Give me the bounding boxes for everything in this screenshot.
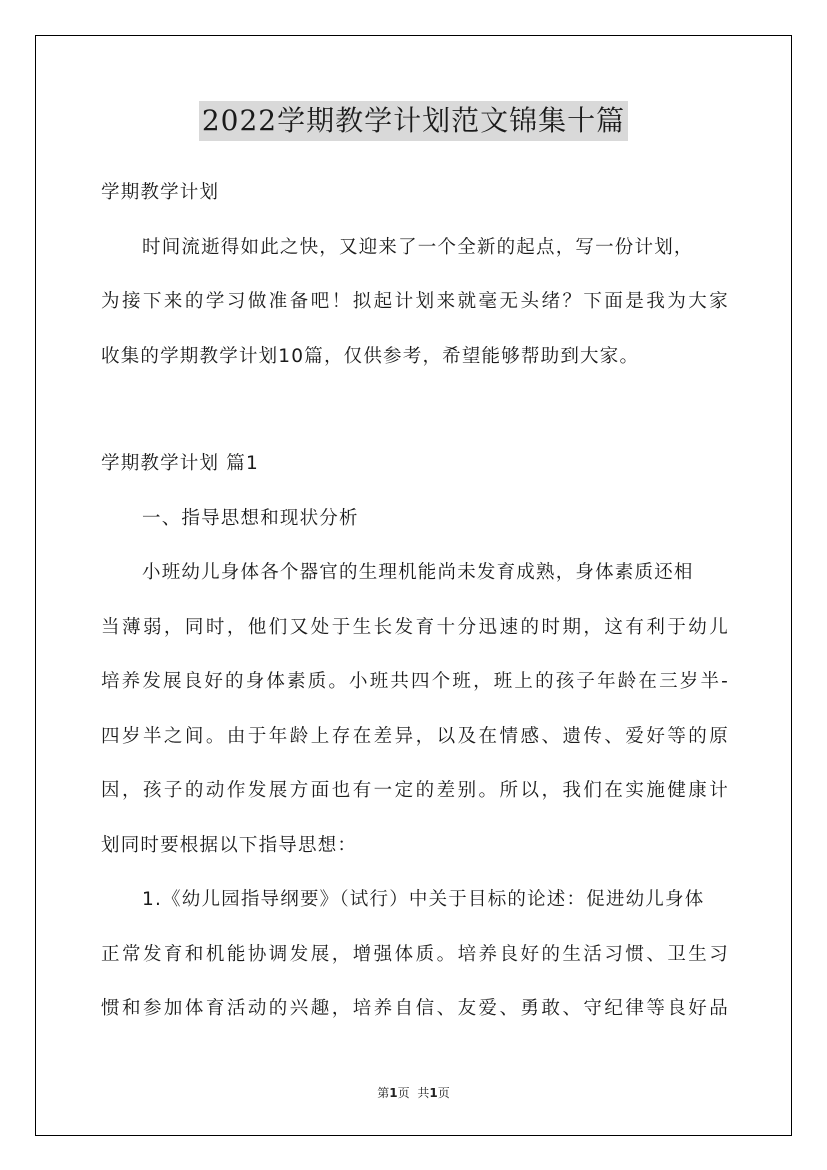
intro-line-1: 时间流逝得如此之快，又迎来了一个全新的起点，写一份计划，: [142, 236, 694, 258]
para1-line-2: 当薄弱，同时，他们又处于生长发育十分迅速的时期，这有利于幼儿: [101, 616, 729, 638]
document-title: 2022学期教学计划范文锦集十篇: [199, 101, 628, 141]
intro-heading: 学期教学计划: [101, 182, 220, 203]
footer-total-prefix: 共: [417, 1086, 430, 1100]
para1-line-4: 四岁半之间。由于年龄上存在差异，以及在情感、遗传、爱好等的原: [101, 725, 729, 747]
para1-line-1: 小班幼儿身体各个器官的生理机能尚未发育成熟，身体素质还相: [142, 562, 694, 583]
footer-page-prefix: 第: [377, 1086, 390, 1100]
para2-line-3: 惯和参加体育活动的兴趣，培养自信、友爱、勇敢、守纪律等良好品: [101, 998, 729, 1019]
section1-subheading: 一、指导思想和现状分析: [142, 507, 359, 529]
para1-line-3: 培养发展良好的身体素质。小班共四个班，班上的孩子年龄在三岁半-: [101, 671, 729, 692]
footer-total-suffix: 页: [437, 1086, 450, 1100]
para2-line-2: 正常发育和机能协调发展，增强体质。培养良好的生活习惯、卫生习: [101, 943, 729, 965]
title-wrap: [0, 101, 827, 141]
footer-page-suffix: 页: [397, 1086, 410, 1100]
footer-total-number: 1: [429, 1086, 438, 1100]
para2-line-1: 1.《幼儿园指导纲要》（试行）中关于目标的论述：促进幼儿身体: [142, 889, 705, 910]
para1-line-5: 因，孩子的动作发展方面也有一定的差别。所以，我们在实施健康计: [101, 780, 729, 801]
section1-block: [101, 437, 729, 1037]
footer-page-number: 1: [389, 1086, 398, 1100]
section1-heading: 学期教学计划 篇1: [101, 453, 259, 474]
intro-block: [101, 166, 729, 384]
intro-line-2: 为接下来的学习做准备吧！拟起计划来就毫无头绪？下面是我为大家: [101, 291, 729, 312]
page-footer: [0, 1084, 827, 1101]
intro-line-3: 收集的学期教学计划10篇，仅供参考，希望能够帮助到大家。: [101, 345, 640, 367]
para1-line-6: 划同时要根据以下指导思想：: [101, 834, 358, 856]
